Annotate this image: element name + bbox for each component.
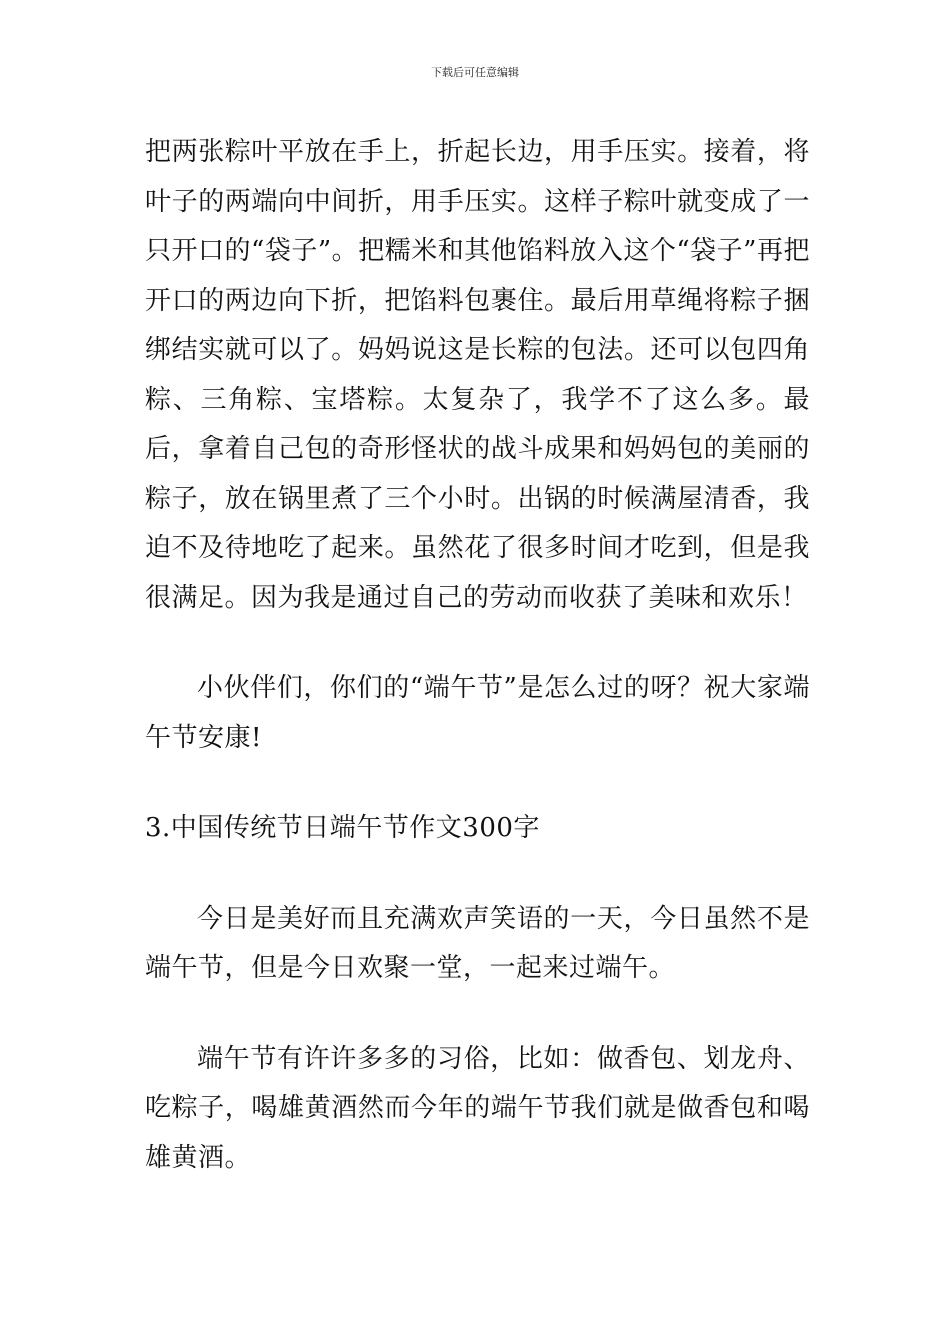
section-heading: 3.中国传统节日端午节作文300字 — [145, 813, 540, 843]
document-body — [145, 128, 819, 1183]
paragraph-greeting: 小伙伴们，你们的“端午节”是怎么过的呀？祝大家端午节安康! — [145, 673, 810, 753]
paragraph-intro: 今日是美好而且充满欢声笑语的一天，今日虽然不是端午节，但是今日欢聚一堂，一起来过端午。 — [145, 903, 810, 983]
paragraph-zongzi-making: 把两张粽叶平放在手上，折起长边，用手压实。接着，将叶子的两端向中间折，用手压实。这样子粽叶就变成了一只开口的“袋子”。把糯米和其他馅料放入这个“袋子”再把开口的两边向下折，把馅料包裹住。最后用草绳将粽子捆 绑结实就可以了。妈妈说这是长粽的包法。还可以包四角粽、三角粽、宝塔粽。太复杂了，我学不了这么多。最后，拿着自己包的奇形怪状的战斗成果和妈妈包的美丽的粽子，放在锅里煮了三个小时。出锅的时候满屋清香，我迫不及待地吃了起来。虽然花了很多时间才吃到，但是我很满足。因为我是通过自己的劳动而收获了美味和欢乐！ — [145, 137, 819, 613]
page-header: 下载后可任意编辑 — [431, 66, 519, 79]
paragraph-customs: 端午节有许许多多的习俗，比如：做香包、划龙舟、吃粽子，喝雄黄酒然而今年的端午节我们就是做香包和喝雄黄酒。 — [145, 1043, 810, 1173]
